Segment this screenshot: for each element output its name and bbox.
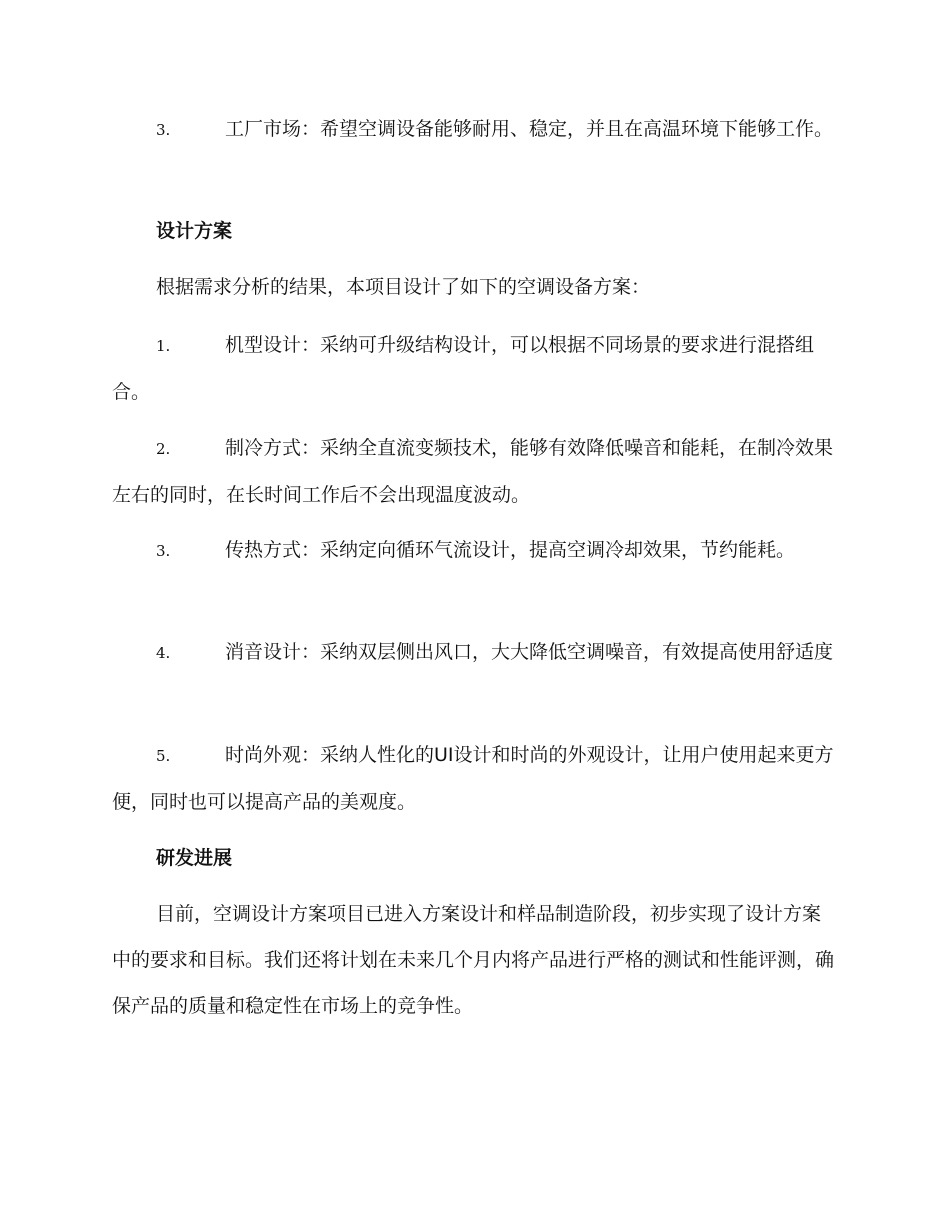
list-number: 5. (156, 747, 171, 765)
design-item-2 (112, 425, 838, 518)
design-item-5 (112, 732, 838, 825)
list-item-text: 工厂市场：希望空调设备能够耐用、稳定，并且在高温环境下能够工作。 (225, 118, 834, 140)
list-number: 4. (156, 644, 171, 662)
design-intro: 根据需求分析的结果，本项目设计了如下的空调设备方案： (156, 276, 651, 298)
list-number: 2. (156, 440, 171, 458)
list-item-text: 制冷方式：采纳全直流变频技术，能够有效降低噪音和能耗，在制冷效果左右的同时，在长时间工作后不会出现温度波动。 (112, 437, 834, 506)
design-item-3 (112, 527, 838, 574)
list-item-text: 消音设计：采纳双层侧出风口，大大降低空调噪音，有效提高使用舒适度 (225, 641, 834, 663)
market-item-3 (112, 106, 838, 153)
list-number: 3. (156, 542, 171, 560)
list-number: 3. (156, 121, 171, 139)
design-heading: 设计方案 (156, 220, 233, 242)
progress-text: 目前，空调设计方案项目已进入方案设计和样品制造阶段，初步实现了设计方案中的要求和目标。我们还将计划在未来几个月内将产品进行严格的测试和性能评测，确保产品的质量和稳定性在市场上的竞争性。 (112, 903, 835, 1017)
design-item-4 (112, 629, 838, 676)
design-item-1 (112, 322, 838, 415)
list-item-text: 传热方式：采纳定向循环气流设计，提高空调冷却效果，节约能耗。 (225, 539, 796, 561)
list-item-text: 机型设计：采纳可升级结构设计，可以根据不同场景的要求进行混搭组合。 (112, 334, 815, 403)
progress-heading: 研发进展 (156, 847, 233, 869)
list-item-text: 时尚外观：采纳人性化的UI设计和时尚的外观设计，让用户使用起来更方便，同时也可以提高产品的美观度。 (112, 744, 834, 813)
list-number: 1. (156, 337, 171, 355)
